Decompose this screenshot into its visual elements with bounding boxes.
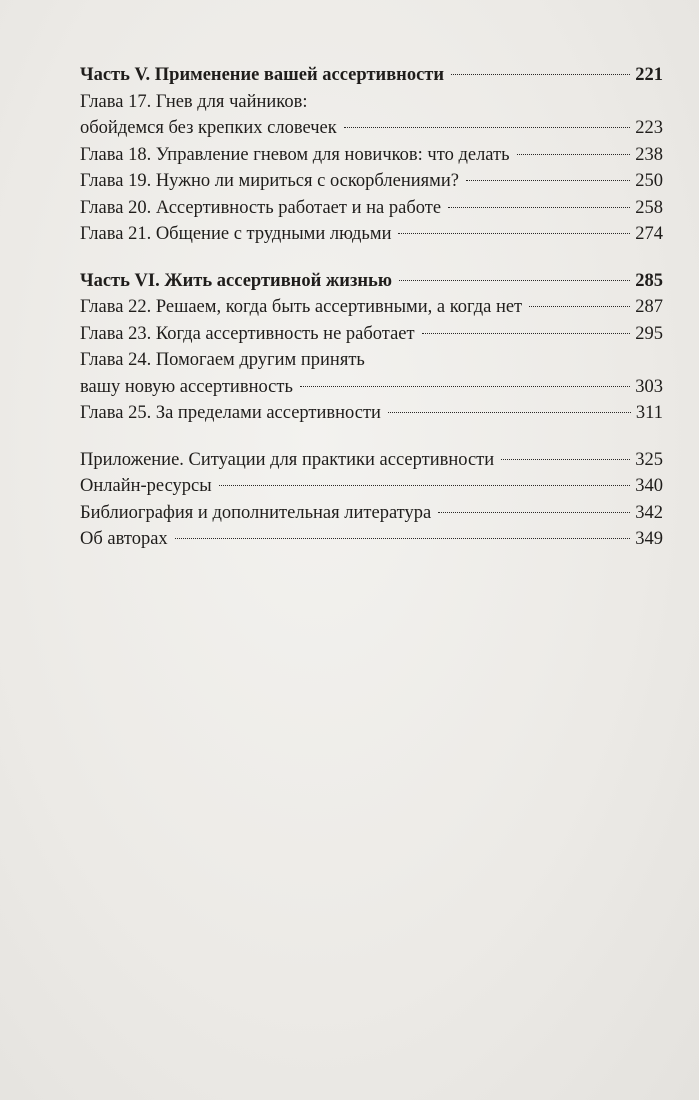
- toc-entry-title: Часть V. Применение вашей ассертивности: [80, 65, 445, 85]
- dot-leader: [501, 459, 630, 460]
- toc-line: [80, 347, 663, 374]
- toc-line: [80, 115, 663, 142]
- page-number: 340: [635, 476, 663, 496]
- toc-line: [80, 89, 663, 116]
- toc-entry[interactable]: [80, 321, 663, 348]
- toc-part-entry[interactable]: [80, 268, 663, 295]
- page-number: 223: [635, 118, 663, 138]
- toc-line: [80, 500, 663, 527]
- toc-part-entry[interactable]: [80, 62, 663, 89]
- toc-entry-title: Библиография и дополнительная литература: [80, 502, 432, 523]
- page-number: 325: [635, 449, 663, 470]
- page-number: 285: [635, 270, 663, 291]
- dot-leader: [388, 412, 631, 413]
- section-gap: [80, 248, 663, 268]
- page-number: 221: [635, 65, 663, 85]
- toc-line: [80, 62, 663, 89]
- toc-entry-title: Об авторах: [80, 529, 168, 549]
- toc-entry[interactable]: [80, 500, 663, 527]
- dot-leader: [219, 485, 631, 486]
- toc-entry[interactable]: [80, 294, 663, 321]
- toc-entry-title: Глава 18. Управление гневом для новичков: что делать: [80, 144, 510, 165]
- toc-entry-title: Онлайн-ресурсы: [80, 476, 212, 496]
- toc-line: [80, 142, 663, 169]
- toc-entry[interactable]: [80, 221, 663, 248]
- toc-line: [80, 400, 663, 427]
- dot-leader: [399, 280, 630, 281]
- toc-entry-title: Глава 20. Ассертивность работает и на работе: [80, 197, 442, 218]
- toc-line: [80, 321, 663, 348]
- toc-entry-title: обойдемся без крепких словечек: [80, 118, 337, 138]
- toc-entry-title: Глава 25. За пределами ассертивности: [80, 403, 381, 423]
- toc-section: [80, 447, 663, 553]
- toc-entry-title: Глава 17. Гнев для чайников:: [80, 91, 308, 112]
- toc-section: [80, 268, 663, 427]
- toc-line: [80, 294, 663, 321]
- toc-line: [80, 268, 663, 295]
- toc-entry-title: Глава 22. Решаем, когда быть ассертивными, а когда нет: [80, 297, 523, 317]
- page-number: 342: [635, 502, 663, 523]
- toc-entry[interactable]: [80, 168, 663, 195]
- page-number: 258: [635, 197, 663, 218]
- toc-entry-title: Глава 23. Когда ассертивность не работает: [80, 323, 415, 344]
- dot-leader: [344, 127, 631, 128]
- dot-leader: [451, 74, 630, 75]
- dot-leader: [438, 512, 630, 513]
- toc-entry-title: Глава 19. Нужно ли мириться с оскорблениями?: [80, 171, 459, 191]
- toc-line: [80, 221, 663, 248]
- toc-entry-title: Приложение. Ситуации для практики ассертивности: [80, 449, 495, 470]
- toc-entry[interactable]: [80, 473, 663, 500]
- toc-entry-title: Глава 24. Помогаем другим принять: [80, 350, 365, 370]
- toc-entry[interactable]: [80, 195, 663, 222]
- dot-leader: [422, 333, 631, 334]
- toc-entry[interactable]: [80, 447, 663, 474]
- table-of-contents: [80, 62, 663, 553]
- page-number: 311: [635, 403, 663, 423]
- dot-leader: [466, 180, 630, 181]
- toc-line: [80, 447, 663, 474]
- toc-entry-title: Глава 21. Общение с трудными людьми: [80, 224, 392, 244]
- toc-line: [80, 168, 663, 195]
- section-gap: [80, 427, 663, 447]
- page-number: 287: [635, 297, 663, 317]
- toc-line: [80, 195, 663, 222]
- page-number: 250: [635, 171, 663, 191]
- toc-entry[interactable]: [80, 526, 663, 553]
- toc-entry-title: Часть VI. Жить ассертивной жизнью: [80, 270, 392, 291]
- dot-leader: [175, 538, 631, 539]
- page-number: 238: [635, 144, 663, 165]
- dot-leader: [300, 386, 630, 387]
- toc-line: [80, 526, 663, 553]
- toc-line: [80, 374, 663, 401]
- dot-leader: [517, 154, 631, 155]
- toc-entry[interactable]: [80, 400, 663, 427]
- page-number: 274: [635, 224, 663, 244]
- toc-section: [80, 62, 663, 248]
- page-number: 303: [635, 376, 663, 397]
- dot-leader: [398, 233, 630, 234]
- toc-entry[interactable]: [80, 347, 663, 400]
- dot-leader: [529, 306, 630, 307]
- toc-entry[interactable]: [80, 142, 663, 169]
- dot-leader: [448, 207, 630, 208]
- page-number: 349: [635, 529, 663, 549]
- toc-line: [80, 473, 663, 500]
- page-number: 295: [635, 323, 663, 344]
- toc-entry[interactable]: [80, 89, 663, 142]
- toc-entry-title: вашу новую ассертивность: [80, 376, 293, 397]
